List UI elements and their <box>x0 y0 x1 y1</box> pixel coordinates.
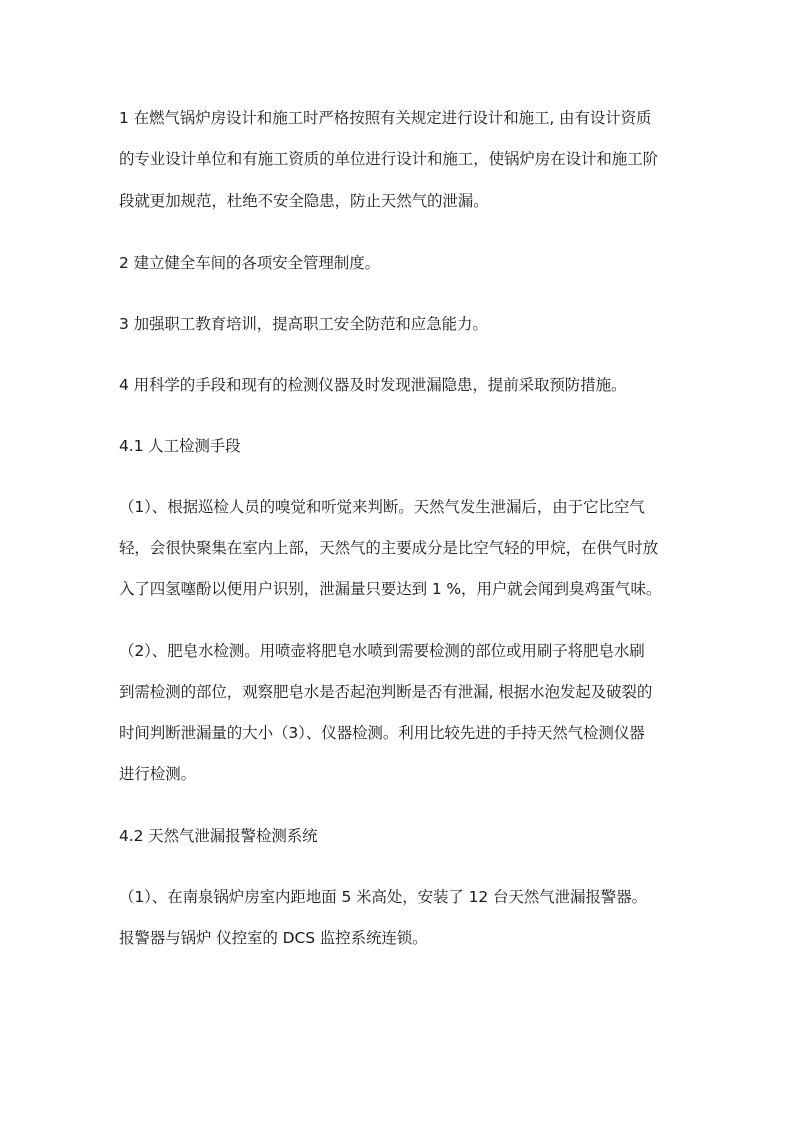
paragraph-7-line-1: （1）、在南泉锅炉房室内距地面 5 米高处，安装了 12 台天然气泄漏报警器。 <box>119 888 648 906</box>
paragraph-6-line-1: （2）、肥皂水检测。用喷壶将肥皂水喷到需要检测的部位或用刷子将肥皂水刷 <box>119 642 645 660</box>
paragraph-6-line-4: 进行检测。 <box>119 765 197 783</box>
paragraph-5-line-3: 入了四氢噻酚以便用户识别，泄漏量只要达到 1 %，用户就会闻到臭鸡蛋气味。 <box>119 580 662 598</box>
paragraph-6-line-2: 到需检测的部位，观察肥皂水是否起泡判断是否有泄漏, 根据水泡发起及破裂的 <box>119 683 653 701</box>
section-heading-4-1: 4.1 人工检测手段 <box>119 437 241 455</box>
paragraph-3: 3 加强职工教育培训，提高职工安全防范和应急能力。 <box>119 315 488 333</box>
paragraph-6-line-3: 时间判断泄漏量的大小（3）、仪器检测。利用比较先进的手持天然气检测仪器 <box>119 724 645 742</box>
paragraph-2: 2 建立健全车间的各项安全管理制度。 <box>119 254 380 272</box>
paragraph-1-line-3: 段就更加规范，杜绝不安全隐患，防止天然气的泄漏。 <box>119 192 489 210</box>
paragraph-7-line-2: 报警器与锅炉 仪控室的 DCS 监控系统连锁。 <box>119 929 428 947</box>
paragraph-5-line-1: （1）、根据巡检人员的嗅觉和听觉来判断。天然气发生泄漏后，由于它比空气 <box>119 498 645 516</box>
paragraph-4: 4 用科学的手段和现有的检测仪器及时发现泄漏隐患，提前采取预防措施。 <box>119 376 627 394</box>
paragraph-1-line-2: 的专业设计单位和有施工资质的单位进行设计和施工，使锅炉房在设计和施工阶 <box>119 150 659 168</box>
section-heading-4-2: 4.2 天然气泄漏报警检测系统 <box>119 827 318 845</box>
paragraph-1-line-1: 1 在燃气锅炉房设计和施工时严格按照有关规定进行设计和施工, 由有设计资质 <box>119 109 652 127</box>
paragraph-5-line-2: 轻，会很快聚集在室内上部，天然气的主要成分是比空气轻的甲烷，在供气时放 <box>119 539 659 557</box>
